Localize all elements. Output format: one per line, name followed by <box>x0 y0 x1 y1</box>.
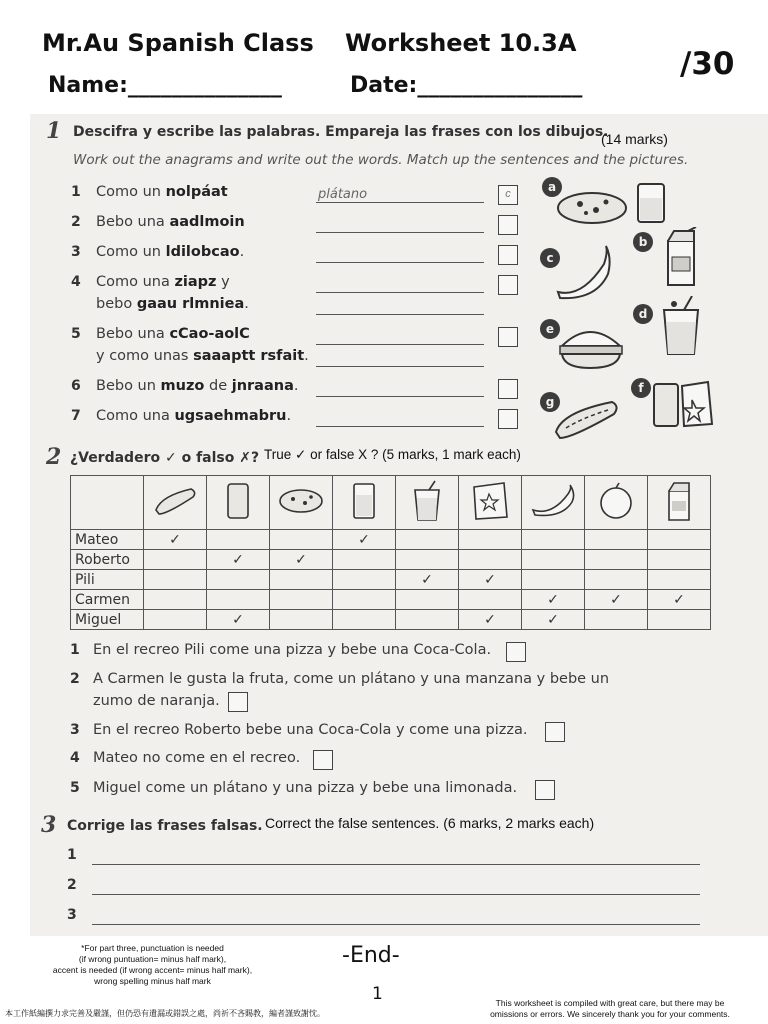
table-row <box>71 610 711 630</box>
section3-number: 3 <box>41 812 57 838</box>
picture-letter-badge: b <box>633 232 653 252</box>
answer-line[interactable] <box>316 292 484 293</box>
section1-title: Descifra y escribe las palabras. Empareja las frases con los dibujos. <box>73 124 609 140</box>
true-false-box[interactable] <box>545 722 565 742</box>
answer-line[interactable] <box>316 232 484 233</box>
statement-text: Mateo no come en el recreo. <box>93 750 301 766</box>
section2-marks: True ✓ or false X ? (5 marks, 1 mark each) <box>264 447 521 462</box>
tick-cell <box>522 570 585 590</box>
class-title: Mr.Au Spanish Class <box>42 29 314 57</box>
match-box[interactable]: c <box>498 185 518 205</box>
tick-cell <box>459 550 522 570</box>
marking-note-line: *For part three, punctuation is needed <box>81 943 224 953</box>
row-name: Mateo <box>71 530 144 550</box>
juice-carton-icon <box>664 479 694 523</box>
true-false-box[interactable] <box>506 642 526 662</box>
crisps-packet-icon <box>470 481 510 521</box>
column-picture <box>585 476 648 530</box>
tick-cell: ✓ <box>207 550 270 570</box>
tick-cell <box>522 550 585 570</box>
section2-number: 2 <box>46 444 62 470</box>
banana-icon <box>530 484 576 518</box>
tick-cell <box>648 530 711 550</box>
section2-title: ¿Verdadero ✓ o falso ✗? <box>70 450 260 466</box>
marking-note-line: accent is needed (if wrong accent= minus half mark), <box>52 965 253 975</box>
tick-cell <box>144 590 207 610</box>
item-sentence-line2: y como unas saaaptt rsfait. <box>96 348 309 364</box>
statement-number: 4 <box>70 750 80 766</box>
answer-line[interactable] <box>316 396 484 397</box>
answer-line[interactable] <box>316 426 484 427</box>
tick-cell <box>396 590 459 610</box>
item-sentence: Como un ldilobcao. <box>96 244 245 260</box>
column-picture <box>396 476 459 530</box>
worksheet-title: Worksheet 10.3A <box>345 29 577 57</box>
tick-cell <box>144 610 207 630</box>
item-number: 2 <box>71 214 81 230</box>
item-sentence-line2: bebo gaau rlmniea. <box>96 296 249 312</box>
section1-marks: (14 marks) <box>601 131 668 147</box>
match-box[interactable] <box>498 379 518 399</box>
line-number: 1 <box>67 847 77 863</box>
pizza-and-glass-icon <box>556 180 686 230</box>
sandwich-baguette-icon <box>153 486 197 516</box>
section3-marks: Correct the false sentences. (6 marks, 2 marks each) <box>265 815 595 831</box>
total-marks: /30 <box>680 46 735 82</box>
name-field[interactable]: Name:______________ <box>48 73 282 98</box>
match-box[interactable] <box>498 327 518 347</box>
table-row <box>71 570 711 590</box>
juice-carton-icon <box>660 227 704 289</box>
answer-line[interactable] <box>316 262 484 263</box>
answer-line[interactable] <box>316 344 484 345</box>
tick-cell <box>207 590 270 610</box>
can-icon <box>225 481 251 521</box>
statement-number: 2 <box>70 671 80 687</box>
item-number: 6 <box>71 378 81 394</box>
row-name: Roberto <box>71 550 144 570</box>
line-number: 3 <box>67 907 77 923</box>
tick-cell: ✓ <box>207 610 270 630</box>
item-number: 7 <box>71 408 81 424</box>
tick-cell <box>648 550 711 570</box>
header-corner-cell <box>71 476 144 530</box>
pizza-icon <box>278 487 324 515</box>
lemonade-glass-icon <box>658 296 708 358</box>
column-picture <box>459 476 522 530</box>
milk-glass-icon <box>351 481 377 521</box>
column-picture <box>648 476 711 530</box>
disclaimer-line: omissions or errors. We sincerely thank you for your comments. <box>490 1009 730 1019</box>
tick-cell <box>207 570 270 590</box>
can-and-crisps-icon <box>650 378 714 430</box>
item-sentence: Como una ziapz y <box>96 274 230 290</box>
table-row <box>71 530 711 550</box>
line-number: 2 <box>67 877 77 893</box>
tick-cell <box>270 590 333 610</box>
picture-letter-badge: e <box>540 319 560 339</box>
statement-text: En el recreo Pili come una pizza y bebe una Coca-Cola. <box>93 642 492 658</box>
tick-cell <box>270 610 333 630</box>
item-sentence: Como una ugsaehmabru. <box>96 408 292 424</box>
column-picture <box>207 476 270 530</box>
column-picture <box>333 476 396 530</box>
tick-cell <box>333 590 396 610</box>
burger-icon <box>556 322 626 372</box>
end-label: -End- <box>342 943 400 968</box>
english-disclaimer <box>460 998 760 1020</box>
item-number: 3 <box>71 244 81 260</box>
column-picture <box>144 476 207 530</box>
apple-icon <box>597 482 635 520</box>
tick-cell: ✓ <box>144 530 207 550</box>
tick-cell <box>270 570 333 590</box>
answer-line[interactable] <box>316 314 484 315</box>
statement-text: A Carmen le gusta la fruta, come un plátano y una manzana y bebe un <box>93 671 610 687</box>
tick-cell <box>459 530 522 550</box>
picture-letter-badge: c <box>540 248 560 268</box>
section3-title: Corrige las frases falsas. <box>67 818 263 834</box>
match-box[interactable] <box>498 409 518 429</box>
table-header-row <box>71 476 711 530</box>
tick-cell <box>585 570 648 590</box>
tick-cell <box>333 550 396 570</box>
table-row <box>71 550 711 570</box>
tick-cell: ✓ <box>648 590 711 610</box>
tick-cell <box>585 530 648 550</box>
answer-line[interactable] <box>92 864 700 865</box>
statement-number: 1 <box>70 642 80 658</box>
answer-line[interactable] <box>316 366 484 367</box>
tick-cell: ✓ <box>459 610 522 630</box>
statement-text: En el recreo Roberto bebe una Coca-Cola y come una pizza. <box>93 722 528 738</box>
tick-cell <box>333 610 396 630</box>
answer-line[interactable] <box>316 202 484 203</box>
true-false-box[interactable] <box>313 750 333 770</box>
tick-cell: ✓ <box>585 590 648 610</box>
tick-cell: ✓ <box>333 530 396 550</box>
tick-cell <box>396 530 459 550</box>
true-false-table <box>70 475 711 630</box>
answer-line[interactable] <box>92 924 700 925</box>
answer-text: plátano <box>318 187 368 202</box>
row-name: Carmen <box>71 590 144 610</box>
tick-cell: ✓ <box>522 610 585 630</box>
tick-cell: ✓ <box>396 570 459 590</box>
tick-cell <box>396 610 459 630</box>
match-box[interactable] <box>498 275 518 295</box>
row-name: Miguel <box>71 610 144 630</box>
statement-number: 3 <box>70 722 80 738</box>
tick-cell <box>144 550 207 570</box>
item-sentence: Bebo una cCao-aolC <box>96 326 250 342</box>
section1-number: 1 <box>46 118 62 144</box>
tick-cell <box>585 550 648 570</box>
item-number: 4 <box>71 274 81 290</box>
sandwich-baguette-icon <box>552 398 622 440</box>
match-box[interactable] <box>498 215 518 235</box>
tick-cell: ✓ <box>270 550 333 570</box>
item-sentence: Bebo una aadlmoin <box>96 214 245 230</box>
tick-cell <box>144 570 207 590</box>
tick-cell <box>396 550 459 570</box>
picture-letter-badge: f <box>631 378 651 398</box>
item-sentence: Bebo un muzo de jnraana. <box>96 378 299 394</box>
statement-text-line2: zumo de naranja. <box>93 693 220 709</box>
statement-text: Miguel come un plátano y una pizza y bebe una limonada. <box>93 780 518 796</box>
match-box[interactable] <box>498 245 518 265</box>
picture-letter-badge: a <box>542 177 562 197</box>
table-row <box>71 590 711 610</box>
item-number: 1 <box>71 184 81 200</box>
disclaimer-line: This worksheet is compiled with great care, but there may be <box>495 998 725 1008</box>
tick-cell <box>522 530 585 550</box>
tick-cell <box>207 530 270 550</box>
lemonade-glass-icon <box>411 480 443 522</box>
true-false-box[interactable] <box>228 692 248 712</box>
tick-cell <box>333 570 396 590</box>
page-number: 1 <box>372 984 383 1004</box>
picture-letter-badge: d <box>633 304 653 324</box>
column-picture <box>522 476 585 530</box>
banana-icon <box>552 244 618 304</box>
true-false-box[interactable] <box>535 780 555 800</box>
tick-cell: ✓ <box>459 570 522 590</box>
item-sentence: Como un nolpáat <box>96 184 228 200</box>
tick-cell <box>648 570 711 590</box>
marking-note <box>20 943 285 987</box>
section1-subtitle: Work out the anagrams and write out the words. Match up the sentences and the pictures. <box>73 152 689 168</box>
column-picture <box>270 476 333 530</box>
row-name: Pili <box>71 570 144 590</box>
marking-note-line: wrong spelling minus half mark <box>94 976 211 986</box>
statement-number: 5 <box>70 780 80 796</box>
tick-cell <box>648 610 711 630</box>
picture-letter-badge: g <box>540 392 560 412</box>
marking-note-line: (if wrong puntuation= minus half mark), <box>78 954 227 964</box>
tick-cell <box>459 590 522 610</box>
tick-cell <box>270 530 333 550</box>
date-field[interactable]: Date:_______________ <box>350 73 583 98</box>
item-number: 5 <box>71 326 81 342</box>
answer-line[interactable] <box>92 894 700 895</box>
chinese-disclaimer: 本工作紙編撰力求完善及嚴謹，但仍恐有遺漏或錯誤之處，尚祈不吝賜教，編者謹致謝忱。 <box>5 1009 325 1018</box>
tick-cell: ✓ <box>522 590 585 610</box>
tick-cell <box>585 610 648 630</box>
